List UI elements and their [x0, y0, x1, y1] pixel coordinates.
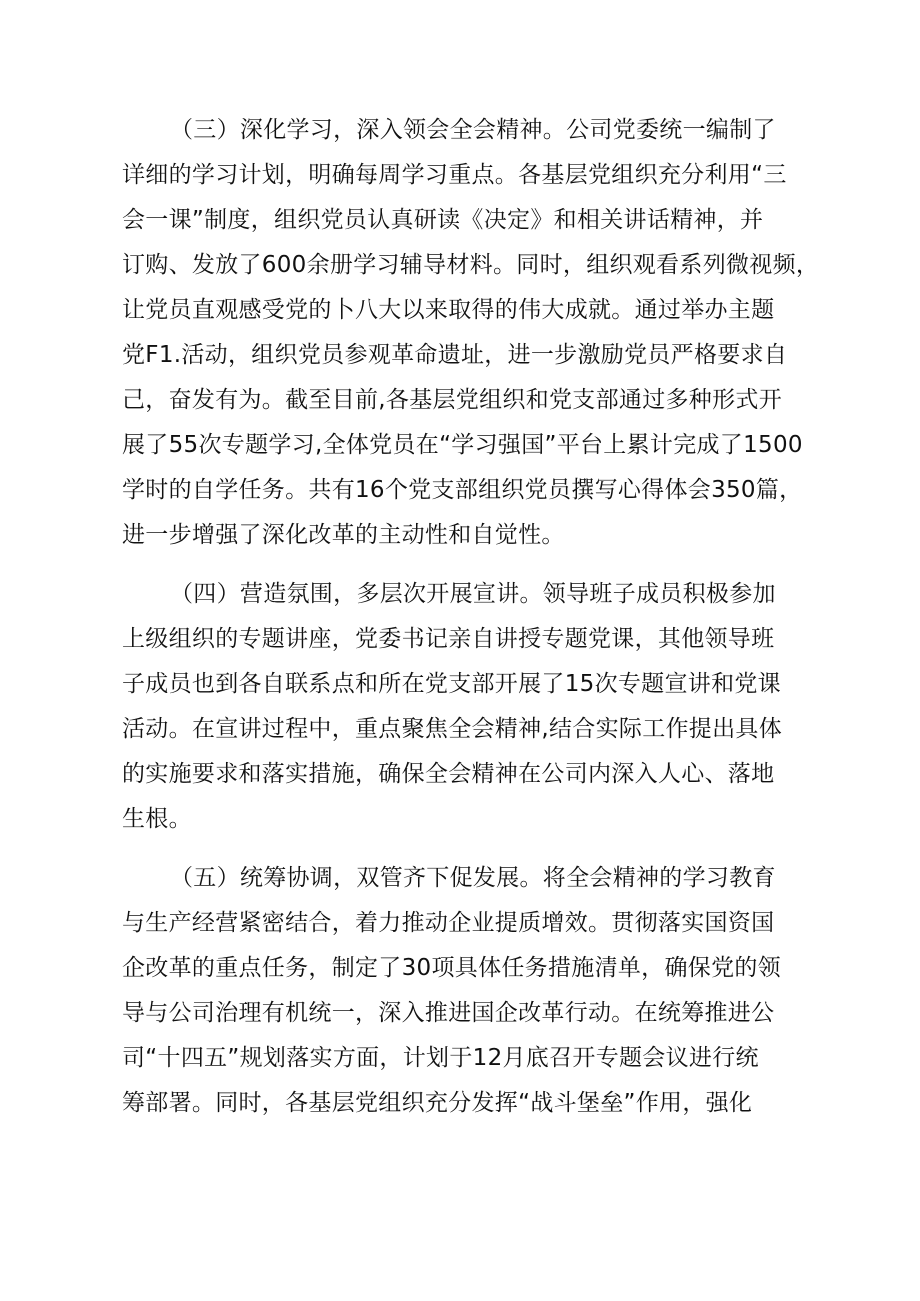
text-line: 企改革的重点任务，制定了30项具体任务措施清单，确保党的领 [122, 955, 781, 981]
text-line: 活动。在宣讲过程中，重点聚焦全会精神,结合实际工作提出具体 [122, 716, 783, 742]
text-line: 进一步增强了深化改革的主动性和自觉性。 [122, 522, 565, 548]
text-line: 子成员也到各自联系点和所在党支部开展了15次专题宣讲和党课 [122, 671, 781, 697]
document-body [122, 108, 820, 1140]
text-line: （四）营造氛围，多层次开展宣讲。领导班子成员积极参加 [170, 581, 776, 607]
paragraph-coordination [122, 856, 802, 1126]
text-line: 上级组织的专题讲座，党委书记亲自讲授专题党课，其他领导班 [122, 626, 775, 652]
text-line: 的实施要求和落实措施，确保全会精神在公司内深入人心、落地 [122, 761, 775, 787]
text-line: 展了55次专题学习,全体党员在“学习强国”平台上累计完成了1500 [122, 432, 803, 458]
text-line: 己，奋发有为。截至目前,各基层党组织和党支部通过多种形式开 [122, 387, 783, 413]
text-line: 党F1.活动，组织党员参观革命遗址，进一步激励党员严格要求自 [122, 342, 788, 368]
text-line: 导与公司治理有机统一，深入推进国企改革行动。在统筹推进公 [122, 1000, 775, 1026]
text-line: （三）深化学习，深入领会全会精神。公司党委统一编制了 [170, 117, 776, 143]
text-line: 筹部署。同时，各基层党组织充分发挥“战斗堡垒”作用，强化 [122, 1090, 753, 1116]
text-line: 与生产经营紧密结合，着力推动企业提质增效。贯彻落实国资国 [122, 910, 775, 936]
text-line: 司“十四五”规划落实方面，计划于12月底召开专题会议进行统 [122, 1045, 759, 1071]
text-line: 让党员直观感受党的卜八大以来取得的伟大成就。通过举办主题 [122, 297, 775, 323]
text-line: 学时的自学任务。共有16个党支部组织党员撰写心得体会350篇， [122, 477, 803, 503]
text-line: 详细的学习计划，明确每周学习重点。各基层党组织充分利用“三 [122, 162, 787, 188]
text-line: 生根。 [122, 806, 192, 832]
text-line: 会一课”制度，组织党员认真研读《决定》和相关讲话精神，并 [122, 207, 764, 233]
text-line: （五）统筹协调，双管齐下促发展。将全会精神的学习教育 [170, 865, 776, 891]
text-line: 订购、发放了600余册学习辅导材料。同时，组织观看系列微视频， [122, 252, 820, 278]
paragraph-study [122, 108, 820, 558]
paragraph-publicity [122, 572, 802, 842]
